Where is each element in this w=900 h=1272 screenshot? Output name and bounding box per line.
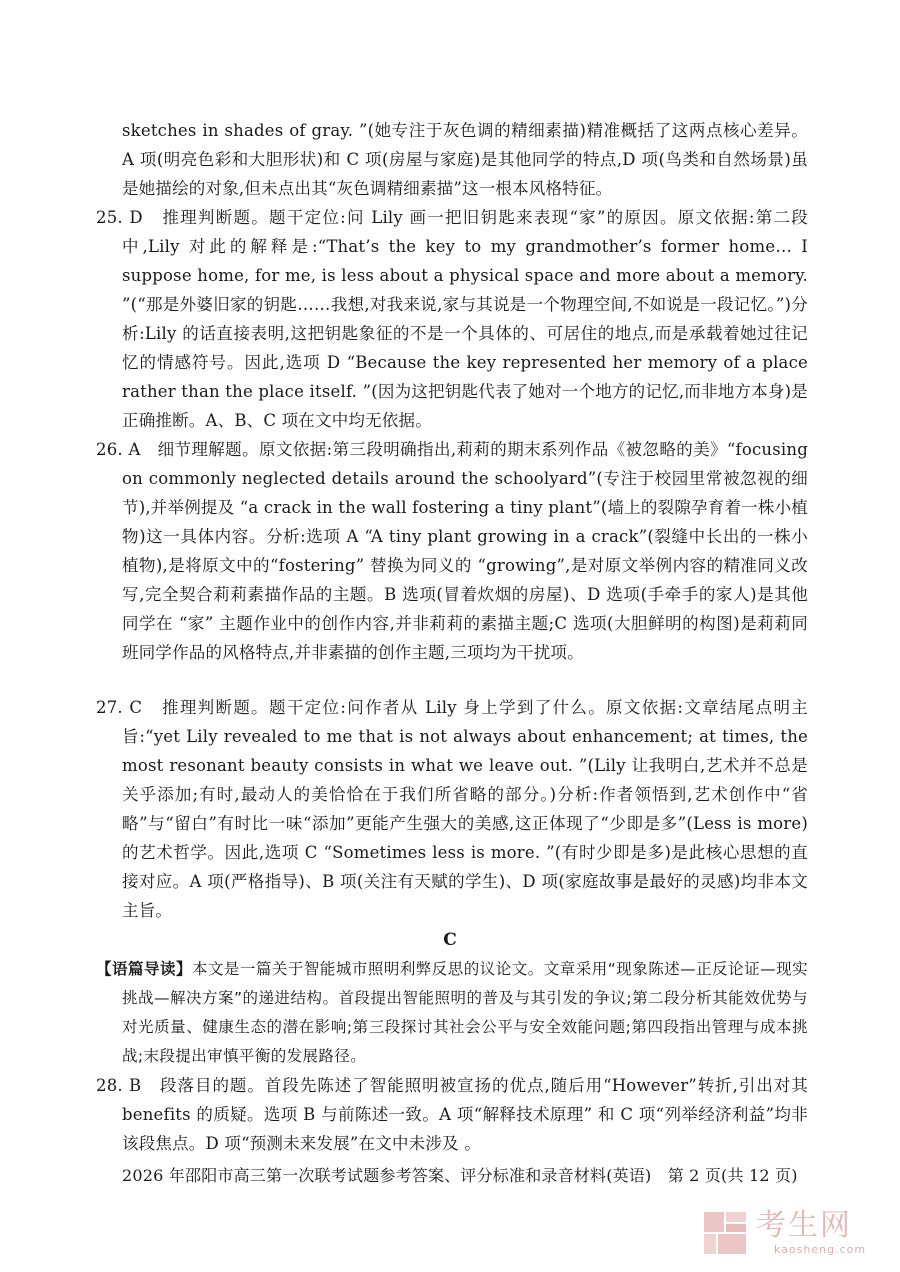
- passage-guide-tag: 【语篇导读】: [96, 960, 192, 978]
- continuation-paragraph: sketches in shades of gray. ”(她专注于灰色调的精细素描)精准概括了这两点核心差异。A 项(明亮色彩和大胆形状)和 C 项(房屋与家庭)是其他同学的特点,D 项(鸟类和自然场景)虽是她描绘的对象,但未点出其“灰色调精细素描”这一根本风格特征。: [122, 121, 808, 198]
- watermark-logo-icon: [700, 1208, 750, 1258]
- answer-explanation: 细节理解题。原文依据:第三段明确指出,莉莉的期末系列作品《被忽略的美》“focusing on commonly neglected details around the schoolyard”(专注于校园里常被忽视的细节),并举例提及 “a crack in the wall fostering a tiny plant”(墙上的裂隙孕育着一株小植物)这一具体内容。分析:选项 A “A tiny plant growing in a crack”(裂缝中长出的一株小植物),是将原文中的“fostering” 替换为同义的 “growing”,是对原文举例内容的精准同义改写,完全契合莉莉素描作品的主题。B 选项(冒着炊烟的房屋)、D 选项(手牵手的家人)是其他同学在 “家” 主题作业中的创作内容,并非莉莉的素描主题;C 选项(大胆鲜明的构图)是莉莉同班同学作品的风格特点,并非素描的创作主题,三项均为干扰项。: [122, 440, 808, 662]
- section-heading: C: [443, 930, 457, 950]
- answer-explanation: 推理判断题。题干定位:问作者从 Lily 身上学到了什么。原文依据:文章结尾点明主旨:“yet Lily revealed to me that is not always about enhancement; at times, the most resonant beauty consists in what we leave out. ”(Lily 让我明白,艺术并不总是关乎添加;有时,最动人的美恰恰在于我们所省略的部分。)分析:作者领悟到,艺术创作中“省略”与“留白”有时比一味“添加”更能产生强大的美感,这正体现了“少即是多”(Less is more)的艺术哲学。因此,选项 C “Sometimes less is more. ”(有时少即是多)是此核心思想的直接对应。A 项(严格指导)、B 项(关注有天赋的学生)、D 项(家庭故事是最好的灵感)均非本文主旨。: [122, 698, 808, 920]
- answer-item-27: [96, 693, 808, 925]
- answer-item-28: [96, 1071, 808, 1158]
- answer-number: 25. D: [96, 208, 143, 227]
- answer-item-25: [96, 203, 808, 435]
- passage-guide: [96, 955, 808, 1071]
- watermark-url: kaosheng.com: [774, 1243, 867, 1256]
- watermark: [700, 1202, 870, 1264]
- answer-number: 26. A: [96, 440, 141, 459]
- watermark-text: 考生网: [756, 1208, 852, 1243]
- answer-number: 28. B: [96, 1076, 142, 1095]
- answer-explanation: 段落目的题。首段先陈述了智能照明被宣扬的优点,随后用“However”转折,引出对其 benefits 的质疑。选项 B 与前陈述一致。A 项“解释技术原理” 和 C 项“列举经济利益”均非该段焦点。D 项“预测未来发展”在文中未涉及 。: [122, 1076, 808, 1153]
- answer-item-26: [96, 435, 808, 667]
- page-footer: 2026 年邵阳市高三第一次联考试题参考答案、评分标准和录音材料(英语) 第 2 页(共 12 页): [122, 1166, 798, 1185]
- passage-guide-text: 本文是一篇关于智能城市照明利弊反思的议论文。文章采用“现象陈述—正反论证—现实挑战—解决方案”的递进结构。首段提出智能照明的普及与其引发的争议;第二段分析其能效优势与对光质量、健康生态的潜在影响;第三段探讨其社会公平与安全效能问题;第四段指出管理与成本挑战;末段提出审慎平衡的发展路径。: [122, 960, 808, 1065]
- answer-explanation: 推理判断题。题干定位:问 Lily 画一把旧钥匙来表现“家”的原因。原文依据:第二段中,Lily 对此的解释是:“That’s the key to my grandmother’s former home… I suppose home, for me, is less about a physical space and more about a memory. ”(“那是外婆旧家的钥匙……我想,对我来说,家与其说是一个物理空间,不如说是一段记忆。”)分析:Lily 的话直接表明,这把钥匙象征的不是一个具体的、可居住的地点,而是承载着她过往记忆的情感符号。因此,选项 D “Because the key represented her memory of a place rather than the place itself. ”(因为这把钥匙代表了她对一个地方的记忆,而非地方本身)是正确推断。A、B、C 项在文中均无依据。: [122, 208, 808, 430]
- answer-number: 27. C: [96, 698, 143, 717]
